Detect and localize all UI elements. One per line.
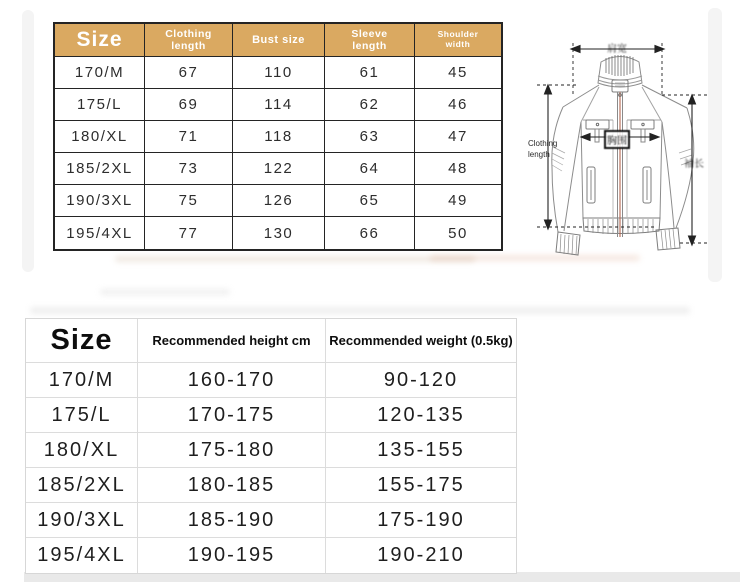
table-row <box>26 363 516 398</box>
table-row <box>26 398 516 433</box>
weight-range-cell: 135-155 <box>326 433 516 468</box>
value-cell: 62 <box>325 89 415 121</box>
table-row <box>55 121 501 153</box>
height-range-cell: 180-185 <box>138 468 326 503</box>
size-cell: 190/3XL <box>26 503 138 538</box>
table-row <box>55 185 501 217</box>
value-cell: 61 <box>325 57 415 89</box>
table-header-row <box>55 24 501 57</box>
shoulder-width-cn-label: 肩宽 <box>607 44 627 55</box>
header-size: Size <box>55 24 145 57</box>
fit-recommendation-table <box>25 318 517 574</box>
header-recommended-height: Recommended height cm <box>138 319 326 363</box>
header-clothing-length: Clothing length <box>145 24 233 57</box>
height-range-cell: 160-170 <box>138 363 326 398</box>
header-bust-size: Bust size <box>233 24 325 57</box>
value-cell: 47 <box>415 121 501 153</box>
size-cell: 180/XL <box>26 433 138 468</box>
value-cell: 49 <box>415 185 501 217</box>
value-cell: 130 <box>233 217 325 249</box>
faded-text-smudge <box>115 256 475 262</box>
table-row <box>55 153 501 185</box>
weight-range-cell: 190-210 <box>377 544 465 566</box>
value-cell: 114 <box>233 89 325 121</box>
value-cell: 126 <box>233 185 325 217</box>
value-cell: 122 <box>233 153 325 185</box>
table-row <box>26 468 516 503</box>
clothing-length-label: Clothing length <box>528 139 558 160</box>
table-row <box>55 89 501 121</box>
bust-cn-label: 胸围 <box>604 130 630 149</box>
weight-range-cell: 175-190 <box>326 503 516 538</box>
height-range-cell: 170-175 <box>138 398 326 433</box>
value-cell: 66 <box>325 217 415 249</box>
value-cell: 50 <box>448 224 468 242</box>
value-cell: 69 <box>145 89 233 121</box>
size-cell: 185/2XL <box>26 468 138 503</box>
value-cell: 67 <box>145 57 233 89</box>
size-cell: 175/L <box>26 398 138 433</box>
table-row <box>55 57 501 89</box>
size-cell: 195/4XL <box>26 538 138 573</box>
value-cell: 73 <box>145 153 233 185</box>
header-size: Size <box>26 319 138 363</box>
faded-text-smudge <box>100 289 230 295</box>
size-cell: 170/M <box>55 57 145 89</box>
table-row <box>26 538 516 573</box>
weight-range-cell: 120-135 <box>326 398 516 433</box>
table-row <box>26 503 516 538</box>
height-range-cell: 175-180 <box>138 433 326 468</box>
value-cell: 118 <box>233 121 325 153</box>
table-header-row <box>26 319 516 363</box>
value-cell: 46 <box>415 89 501 121</box>
weight-range-cell: 90-120 <box>326 363 516 398</box>
sleeve-length-arrow <box>662 95 708 245</box>
header-recommended-weight: Recommended weight (0.5kg) <box>326 319 516 363</box>
value-cell: 64 <box>325 153 415 185</box>
size-cell: 195/4XL <box>55 217 145 249</box>
size-cell: 175/L <box>55 89 145 121</box>
value-cell: 77 <box>145 217 233 249</box>
value-cell: 45 <box>415 57 501 89</box>
value-cell: 75 <box>145 185 233 217</box>
size-cell: 185/2XL <box>55 153 145 185</box>
value-cell: 48 <box>415 153 501 185</box>
height-range-cell: 185-190 <box>138 503 326 538</box>
size-measurements-table <box>53 22 503 251</box>
header-sleeve-length: Sleeve length <box>325 24 415 57</box>
value-cell: 71 <box>145 121 233 153</box>
table-row <box>26 433 516 468</box>
faded-separator-smudge <box>30 307 690 314</box>
height-range-cell: 190-195 <box>138 538 326 573</box>
sleeve-length-cn-label: 袖长 <box>684 159 704 170</box>
value-cell: 65 <box>325 185 415 217</box>
size-cell: 190/3XL <box>55 185 145 217</box>
weight-range-cell: 155-175 <box>326 468 516 503</box>
header-shoulder-width: Shoulder width <box>415 24 501 57</box>
value-cell: 110 <box>233 57 325 89</box>
page-edge-band-left <box>22 10 34 272</box>
value-cell: 63 <box>325 121 415 153</box>
size-cell: 180/XL <box>55 121 145 153</box>
size-cell: 170/M <box>26 363 138 398</box>
table-row <box>55 217 501 249</box>
